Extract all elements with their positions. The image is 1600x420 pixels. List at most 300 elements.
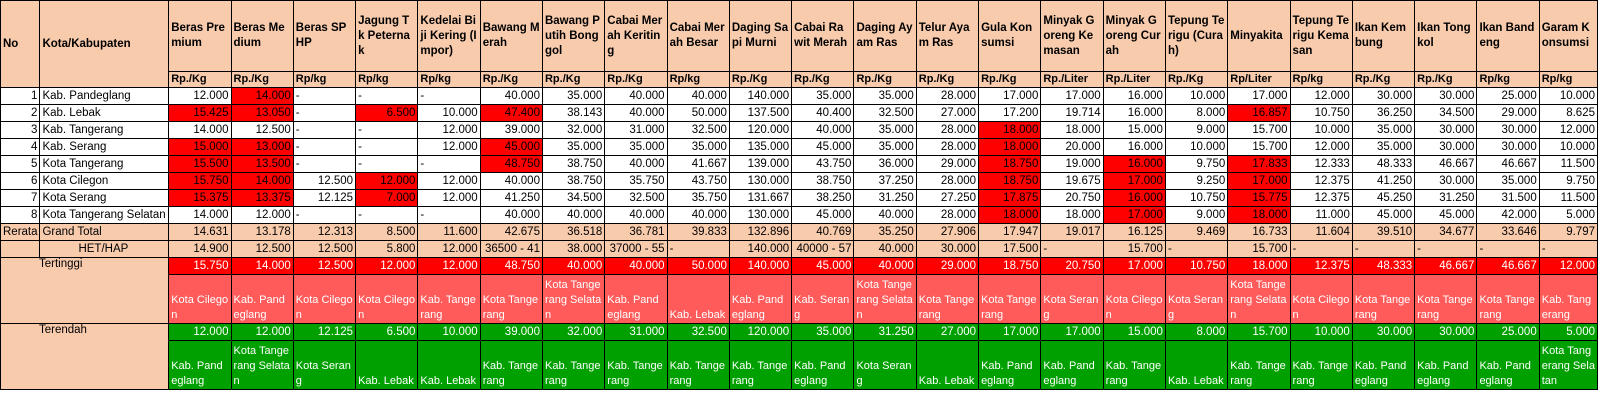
price-cell: 139.000 <box>729 156 791 173</box>
tertinggi-cell: 12.000 <box>418 258 480 275</box>
price-cell: 137.500 <box>729 105 791 122</box>
price-cell: 10.000 <box>1290 122 1352 139</box>
grand-total-cell: 33.646 <box>1477 224 1539 241</box>
header-unit: Rp/kg <box>1539 72 1597 88</box>
price-cell: 40.000 <box>605 105 667 122</box>
price-cell: - <box>293 139 355 156</box>
terendah-cell: 27.000 <box>916 324 978 341</box>
price-cell: 10.000 <box>418 105 480 122</box>
terendah-cell: 15.000 <box>1103 324 1165 341</box>
price-cell: 17.000 <box>1103 207 1165 224</box>
price-cell: 40.000 <box>667 88 729 105</box>
price-cell: 12.000 <box>418 139 480 156</box>
price-cell: 30.000 <box>1415 122 1477 139</box>
het-cell: 30.000 <box>916 241 978 258</box>
het-cell: - <box>1477 241 1539 258</box>
price-cell: 40.400 <box>792 105 854 122</box>
price-cell: 50.000 <box>667 105 729 122</box>
row-city: Kota Serang <box>40 190 169 207</box>
price-cell: 30.000 <box>1352 88 1414 105</box>
table-row <box>1 88 1598 105</box>
grand-total-cell: 36.781 <box>605 224 667 241</box>
het-cell: 12.000 <box>418 241 480 258</box>
price-cell: 18.000 <box>1041 207 1103 224</box>
terendah-cell: 17.000 <box>1041 324 1103 341</box>
price-cell: 35.000 <box>1477 173 1539 190</box>
price-cell: 28.000 <box>916 173 978 190</box>
het-cell: - <box>1539 241 1597 258</box>
terendah-city: Kab. Lebak <box>418 341 480 390</box>
price-cell: 45.000 <box>792 207 854 224</box>
het-row <box>1 241 1598 258</box>
price-cell: 13.375 <box>231 190 293 207</box>
price-cell: 12.125 <box>293 190 355 207</box>
terendah-city: Kota Tangerang Selatan <box>231 341 293 390</box>
tertinggi-cell: 18.000 <box>1228 258 1290 275</box>
price-cell: 9.750 <box>1165 156 1227 173</box>
price-cell: 43.750 <box>792 156 854 173</box>
price-cell: 40.000 <box>542 207 604 224</box>
price-cell: - <box>418 207 480 224</box>
header-commodity: Minyak Goreng Curah <box>1103 1 1165 72</box>
price-cell: - <box>293 88 355 105</box>
tertinggi-label: Tertinggi <box>1 258 169 324</box>
price-cell: 12.000 <box>356 173 418 190</box>
header-unit: Rp./Kg <box>169 72 231 88</box>
price-cell: - <box>293 122 355 139</box>
price-cell: 10.000 <box>1539 88 1597 105</box>
header-no: No <box>1 1 40 88</box>
row-number: 4 <box>1 139 40 156</box>
price-cell: 13.500 <box>231 156 293 173</box>
price-cell: 10.750 <box>1165 190 1227 207</box>
price-cell: 35.000 <box>854 88 916 105</box>
het-cell: - <box>1165 241 1227 258</box>
price-cell: 130.000 <box>729 173 791 190</box>
het-cell: - <box>1041 241 1103 258</box>
header-unit: Rp/kg <box>667 72 729 88</box>
grand-total-cell: 36.518 <box>542 224 604 241</box>
header-kota: Kota/Kabupaten <box>40 1 169 88</box>
tertinggi-cell: 48.750 <box>480 258 542 275</box>
price-cell: 15.000 <box>169 139 231 156</box>
tertinggi-cell: 40.000 <box>605 258 667 275</box>
terendah-city: Kab. Tangerang <box>542 341 604 390</box>
table-row <box>1 156 1598 173</box>
price-cell: 40.000 <box>480 207 542 224</box>
het-cell: 15.700 <box>1228 241 1290 258</box>
tertinggi-cell: 15.750 <box>169 258 231 275</box>
price-cell: 18.000 <box>979 122 1041 139</box>
terendah-city: Kab. Pandeglang <box>979 341 1041 390</box>
terendah-city: Kab. Tangerang <box>729 341 791 390</box>
price-cell: 15.750 <box>169 173 231 190</box>
terendah-cell: 32.000 <box>542 324 604 341</box>
price-cell: 11.500 <box>1539 190 1597 207</box>
tertinggi-city: Kota Cilegon <box>1290 275 1352 324</box>
row-number: 6 <box>1 173 40 190</box>
row-number: 5 <box>1 156 40 173</box>
grand-total-cell: 11.600 <box>418 224 480 241</box>
header-commodity: Daging Ayam Ras <box>854 1 916 72</box>
price-cell: 14.000 <box>169 207 231 224</box>
header-unit: Rp./Kg <box>854 72 916 88</box>
price-cell: 13.000 <box>231 139 293 156</box>
header-commodity: Gula Konsumsi <box>979 1 1041 72</box>
price-cell: 16.000 <box>1103 88 1165 105</box>
table-row <box>1 173 1598 190</box>
price-cell: 32.500 <box>667 122 729 139</box>
tertinggi-city: Kota Tangerang <box>1415 275 1477 324</box>
price-cell: 16.000 <box>1103 190 1165 207</box>
tertinggi-city: Kab. Tangerang <box>418 275 480 324</box>
price-cell: 12.000 <box>169 88 231 105</box>
terendah-cell: 10.000 <box>418 324 480 341</box>
terendah-city: Kab. Tangerang <box>480 341 542 390</box>
price-cell: 40.000 <box>792 122 854 139</box>
price-cell: 25.000 <box>1477 88 1539 105</box>
price-cell: 45.000 <box>1415 207 1477 224</box>
terendah-city: Kab. Tangerang <box>1103 341 1165 390</box>
price-cell: 16.000 <box>1103 139 1165 156</box>
price-cell: 15.500 <box>169 156 231 173</box>
tertinggi-city: Kab. Pandeglang <box>729 275 791 324</box>
tertinggi-city: Kota Tangerang <box>979 275 1041 324</box>
price-cell: 11.500 <box>1539 156 1597 173</box>
price-cell: 5.000 <box>1539 207 1597 224</box>
price-cell: 30.000 <box>1415 88 1477 105</box>
price-cell: 45.250 <box>1352 190 1414 207</box>
price-cell: 10.750 <box>1290 105 1352 122</box>
table-row <box>1 105 1598 122</box>
price-cell: 9.000 <box>1165 122 1227 139</box>
rerata-label: Rerata <box>1 224 40 241</box>
price-cell: 35.000 <box>605 139 667 156</box>
price-cell: 17.000 <box>1041 88 1103 105</box>
terendah-city: Kab. Pandeglang <box>792 341 854 390</box>
price-cell: 46.667 <box>1477 156 1539 173</box>
terendah-cell: 39.000 <box>480 324 542 341</box>
price-cell: 16.000 <box>1103 156 1165 173</box>
header-unit: Rp/kg <box>418 72 480 88</box>
terendah-label: Terendah <box>1 324 169 390</box>
terendah-cell: 12.125 <box>293 324 355 341</box>
price-cell: 35.000 <box>792 88 854 105</box>
price-cell: 12.000 <box>1539 122 1597 139</box>
price-cell: 15.000 <box>1103 122 1165 139</box>
terendah-cell: 10.000 <box>1290 324 1352 341</box>
tertinggi-cell: 17.000 <box>1103 258 1165 275</box>
tertinggi-city: Kota Tangerang <box>1352 275 1414 324</box>
tertinggi-cell: 140.000 <box>729 258 791 275</box>
price-cell: 20.000 <box>1041 139 1103 156</box>
tertinggi-cell: 46.667 <box>1415 258 1477 275</box>
header-commodity: Kedelai Biji Kering (Impor) <box>418 1 480 72</box>
grand-total-cell: 12.313 <box>293 224 355 241</box>
grand-total-cell: 17.947 <box>979 224 1041 241</box>
het-cell: 12.500 <box>293 241 355 258</box>
terendah-city: Kab. Pandeglang <box>169 341 231 390</box>
terendah-cell: 30.000 <box>1352 324 1414 341</box>
price-cell: 30.000 <box>1415 173 1477 190</box>
grand-total-cell: 9.469 <box>1165 224 1227 241</box>
price-cell: 34.500 <box>1415 105 1477 122</box>
grand-total-label: Grand Total <box>40 224 169 241</box>
het-cell: 15.700 <box>1103 241 1165 258</box>
header-unit: Rp./Kg <box>979 72 1041 88</box>
price-cell: 40.000 <box>667 207 729 224</box>
price-cell: 7.000 <box>356 190 418 207</box>
price-cell: 140.000 <box>729 88 791 105</box>
price-cell: 31.250 <box>1415 190 1477 207</box>
price-cell: 12.375 <box>1290 190 1352 207</box>
price-cell: 12.500 <box>231 122 293 139</box>
price-cell: 38.250 <box>792 190 854 207</box>
price-cell: 12.000 <box>418 122 480 139</box>
tertinggi-cell: 40.000 <box>854 258 916 275</box>
header-commodity: Minyakita <box>1228 1 1290 72</box>
het-cell: 5.800 <box>356 241 418 258</box>
terendah-city: Kab. Tangerang <box>605 341 667 390</box>
terendah-cell: 30.000 <box>1415 324 1477 341</box>
price-cell: - <box>356 156 418 173</box>
price-cell: 18.000 <box>979 207 1041 224</box>
terendah-row <box>1 324 1598 341</box>
grand-total-cell: 9.797 <box>1539 224 1597 241</box>
price-cell: 12.000 <box>1290 139 1352 156</box>
het-cell: - <box>667 241 729 258</box>
terendah-city: Kota Tangerang Selatan <box>1539 341 1597 390</box>
price-cell: 36.250 <box>1352 105 1414 122</box>
price-cell: 40.000 <box>605 88 667 105</box>
header-unit: Rp./Liter <box>1103 72 1165 88</box>
row-city: Kab. Pandeglang <box>40 88 169 105</box>
price-cell: 17.000 <box>1228 173 1290 190</box>
row-city: Kota Tangerang <box>40 156 169 173</box>
grand-total-cell: 27.906 <box>916 224 978 241</box>
tertinggi-cell: 29.000 <box>916 258 978 275</box>
price-cell: 18.000 <box>1228 207 1290 224</box>
header-unit: Rp/kg <box>356 72 418 88</box>
price-cell: 35.000 <box>542 88 604 105</box>
price-cell: 35.750 <box>667 190 729 207</box>
price-cell: 19.714 <box>1041 105 1103 122</box>
row-number: 3 <box>1 122 40 139</box>
price-cell: 32.500 <box>854 105 916 122</box>
price-cell: 31.250 <box>854 190 916 207</box>
price-cell: 27.250 <box>916 190 978 207</box>
price-cell: 28.000 <box>916 207 978 224</box>
price-cell: 41.250 <box>480 190 542 207</box>
header-commodity: Beras Medium <box>231 1 293 72</box>
price-cell: 13.050 <box>231 105 293 122</box>
price-cell: 35.750 <box>605 173 667 190</box>
price-cell: - <box>293 105 355 122</box>
header-unit: Rp./Kg <box>916 72 978 88</box>
header-unit: Rp/kg <box>293 72 355 88</box>
tertinggi-city: Kab. Pandeglang <box>231 275 293 324</box>
price-cell: 40.000 <box>480 88 542 105</box>
terendah-cell: 6.500 <box>356 324 418 341</box>
terendah-city: Kab. Tangerang <box>1290 341 1352 390</box>
tertinggi-cell: 46.667 <box>1477 258 1539 275</box>
price-cell: 29.000 <box>916 156 978 173</box>
het-cell: 17.500 <box>979 241 1041 258</box>
price-cell: 20.750 <box>1041 190 1103 207</box>
price-cell: 45.000 <box>792 139 854 156</box>
terendah-cell: 31.250 <box>854 324 916 341</box>
price-cell: 30.000 <box>1415 139 1477 156</box>
tertinggi-city: Kab. Lebak <box>667 275 729 324</box>
terendah-cell: 15.700 <box>1228 324 1290 341</box>
header-commodity: Minyak Goreng Kemasan <box>1041 1 1103 72</box>
price-cell: 12.000 <box>231 207 293 224</box>
row-city: Kab. Serang <box>40 139 169 156</box>
price-cell: 12.000 <box>1290 88 1352 105</box>
price-cell: 14.000 <box>231 88 293 105</box>
grand-total-cell: 35.250 <box>854 224 916 241</box>
price-cell: 40.000 <box>605 207 667 224</box>
price-cell: 9.250 <box>1165 173 1227 190</box>
price-cell: 19.675 <box>1041 173 1103 190</box>
price-cell: 35.000 <box>1352 122 1414 139</box>
het-label: HET/HAP <box>40 241 169 258</box>
price-cell: 17.875 <box>979 190 1041 207</box>
price-cell: 38.750 <box>542 173 604 190</box>
header-commodity: Jagung Tk Peternak <box>356 1 418 72</box>
price-cell: - <box>356 207 418 224</box>
tertinggi-city: Kota Tangerang <box>1477 275 1539 324</box>
tertinggi-city-row <box>1 275 1598 324</box>
price-cell: 38.750 <box>542 156 604 173</box>
tertinggi-city: Kota Tangerang <box>916 275 978 324</box>
header-commodity: Ikan Bandeng <box>1477 1 1539 72</box>
price-cell: 131.667 <box>729 190 791 207</box>
price-cell: 15.775 <box>1228 190 1290 207</box>
header-unit: Rp./Kg <box>605 72 667 88</box>
header-commodity: Bawang Putih Bonggol <box>542 1 604 72</box>
price-cell: 42.000 <box>1477 207 1539 224</box>
price-cell: 32.500 <box>605 190 667 207</box>
header-unit: Rp/Liter <box>1228 72 1290 88</box>
table-row <box>1 122 1598 139</box>
price-cell: 35.000 <box>1352 139 1414 156</box>
row-number: 1 <box>1 88 40 105</box>
price-cell: 35.000 <box>854 122 916 139</box>
header-commodity: Garam Konsumsi <box>1539 1 1597 72</box>
price-cell: 16.000 <box>1103 105 1165 122</box>
price-cell: 40.000 <box>605 156 667 173</box>
grand-total-cell: 16.125 <box>1103 224 1165 241</box>
tertinggi-cell: 40.000 <box>542 258 604 275</box>
terendah-cell: 25.000 <box>1477 324 1539 341</box>
terendah-city: Kota Serang <box>293 341 355 390</box>
price-cell: 28.000 <box>916 122 978 139</box>
header-commodity: Beras Premium <box>169 1 231 72</box>
tertinggi-city: Kota Serang <box>1041 275 1103 324</box>
terendah-city: Kab. Pandeglang <box>1352 341 1414 390</box>
table-row <box>1 207 1598 224</box>
row-city: Kota Cilegon <box>40 173 169 190</box>
terendah-city: Kab. Lebak <box>916 341 978 390</box>
price-cell: 35.000 <box>542 139 604 156</box>
tertinggi-cell: 10.750 <box>1165 258 1227 275</box>
price-cell: 29.000 <box>1477 105 1539 122</box>
grand-total-cell: 16.733 <box>1228 224 1290 241</box>
header-commodity: Cabai Merah Keriting <box>605 1 667 72</box>
tertinggi-city: Kota Tangerang Selatan <box>542 275 604 324</box>
header-commodity: Tepung Terigu Kemasan <box>1290 1 1352 72</box>
price-cell: - <box>356 139 418 156</box>
price-cell: 31.000 <box>605 122 667 139</box>
header-unit: Rp./Kg <box>1165 72 1227 88</box>
tertinggi-cell: 12.375 <box>1290 258 1352 275</box>
het-cell: 36500 - 41 <box>480 241 542 258</box>
terendah-city: Kab. Tangerang <box>667 341 729 390</box>
grand-total-cell: 39.510 <box>1352 224 1414 241</box>
price-cell: 135.000 <box>729 139 791 156</box>
price-cell: 17.833 <box>1228 156 1290 173</box>
price-cell: 48.750 <box>480 156 542 173</box>
terendah-city: Kab. Lebak <box>356 341 418 390</box>
price-cell: 28.000 <box>916 139 978 156</box>
price-cell: 18.750 <box>979 156 1041 173</box>
grand-total-cell: 19.017 <box>1041 224 1103 241</box>
header-commodity: Tepung Terigu (Curah) <box>1165 1 1227 72</box>
tertinggi-city: Kota Cilegon <box>169 275 231 324</box>
row-number: 2 <box>1 105 40 122</box>
price-cell: 18.000 <box>979 139 1041 156</box>
header-commodity: Ikan Tongkol <box>1415 1 1477 72</box>
tertinggi-cell: 20.750 <box>1041 258 1103 275</box>
price-cell: 34.500 <box>542 190 604 207</box>
row-number: 8 <box>1 207 40 224</box>
terendah-cell: 17.000 <box>979 324 1041 341</box>
price-cell: 41.667 <box>667 156 729 173</box>
price-cell: 18.750 <box>979 173 1041 190</box>
price-cell: 15.700 <box>1228 122 1290 139</box>
price-cell: 35.000 <box>854 139 916 156</box>
tertinggi-city: Kab. Serang <box>792 275 854 324</box>
price-cell: 30.000 <box>1477 122 1539 139</box>
het-cell: 40000 - 57 <box>792 241 854 258</box>
header-commodity: Beras SPHP <box>293 1 355 72</box>
price-cell: 40.000 <box>854 207 916 224</box>
het-cell: 12.500 <box>231 241 293 258</box>
tertinggi-city: Kab. Pandeglang <box>605 275 667 324</box>
price-cell: 15.700 <box>1228 139 1290 156</box>
price-cell: 120.000 <box>729 122 791 139</box>
tertinggi-cell: 12.500 <box>293 258 355 275</box>
price-cell: 38.143 <box>542 105 604 122</box>
grand-total-row <box>1 224 1598 241</box>
terendah-cell: 35.000 <box>792 324 854 341</box>
terendah-city-row <box>1 341 1598 390</box>
tertinggi-cell: 12.000 <box>356 258 418 275</box>
header-commodity: Daging Sapi Murni <box>729 1 791 72</box>
row-number: 7 <box>1 190 40 207</box>
price-cell: 12.500 <box>293 173 355 190</box>
price-cell: - <box>293 207 355 224</box>
het-cell: 38.000 <box>542 241 604 258</box>
tertinggi-cell: 14.000 <box>231 258 293 275</box>
price-cell: 30.000 <box>1477 139 1539 156</box>
price-cell: 28.000 <box>916 88 978 105</box>
price-cell: 12.000 <box>418 173 480 190</box>
blank-cell <box>1 241 40 258</box>
terendah-city: Kab. Lebak <box>1165 341 1227 390</box>
header-unit: Rp./Kg <box>729 72 791 88</box>
